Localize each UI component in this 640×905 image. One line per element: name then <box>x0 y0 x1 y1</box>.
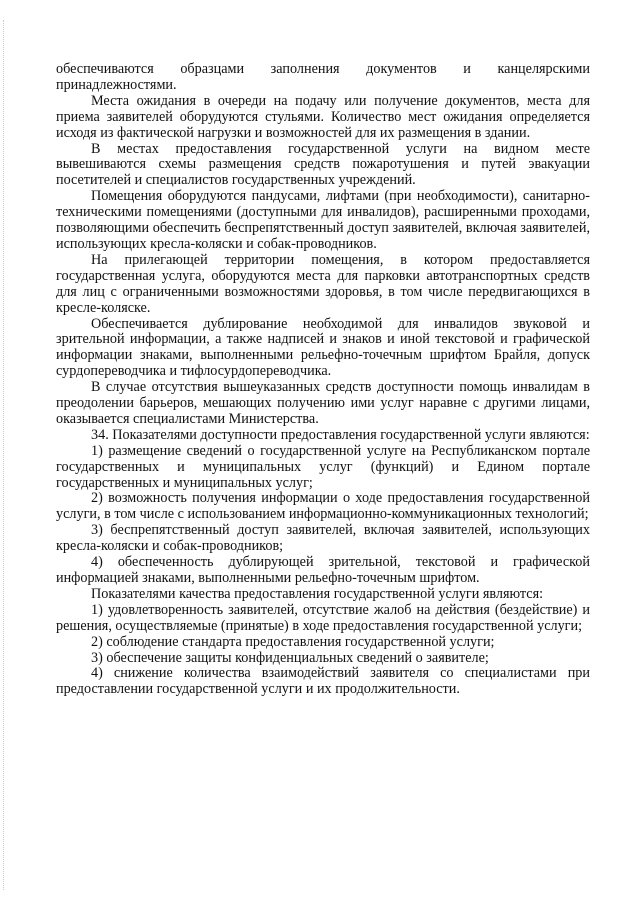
paragraph-assistance: В случае отсутствия вышеуказанных средств доступности помощь инвалидам в преодолении барьеров, мешающих получению ими услуг наравне с другими лицами, оказывается специалистами Министерства. <box>56 379 590 427</box>
paragraph-parking: На прилегающей территории помещения, в котором предоставляется государственная услуга, оборудуются места для парковки автотранспортных средств для лиц с ограниченными возможностями здоровья, в том числе передвигающихся в кресле-коляске. <box>56 251 590 316</box>
paragraph-quality-heading: Показателями качества предоставления государственной услуги являются: <box>91 585 544 602</box>
list-item-quality-1: 1) удовлетворенность заявителей, отсутствие жалоб на действия (бездействие) и решения, осуществляемые (принятые) в ходе предоставления государственной услуги; <box>56 601 590 634</box>
list-item-accessibility-1: 1) размещение сведений о государственной услуге на Республиканском портале государственных и муниципальных услуг (функций) и Едином портале государственных и муниципальных услуг; <box>56 442 590 491</box>
list-item-accessibility-3: 3) беспрепятственный доступ заявителей, включая заявителей, использующих кресла-коляски и собак-проводников; <box>56 522 590 555</box>
paragraph-braille: Обеспечивается дублирование необходимой для инвалидов звуковой и зрительной информации, а также надписей и знаков и иной текстовой и графической информации знаками, выполненными рельефно-точечным шрифтом Брайля, допуск сурдопереводчика и тифлосурдопереводчика. <box>56 315 590 380</box>
list-item-accessibility-2: 2) возможность получения информации о ходе предоставления государственной услуги, в том числе с использованием информационно-коммуникационных технологий; <box>56 490 590 523</box>
paragraph-waiting-places: Места ожидания в очереди на подачу или получение документов, места для приема заявителей оборудуются стульями. Количество мест ожидания определяется исходя из фактической нагрузки и возможностей для их размещения в здании. <box>56 92 590 141</box>
paragraph-continuation: обеспечиваются образцами заполнения документов и канцелярскими принадлежностями. <box>56 61 590 93</box>
list-item-accessibility-4: 4) обеспеченность дублирующей зрительной, текстовой и графической информацией знаками, выполненными рельефно-точечным шрифтом. <box>56 554 590 586</box>
paragraph-premises-equipment: Помещения оборудуются пандусами, лифтами (при необходимости), санитарно-техническими помещениями (доступными для инвалидов), расширенными проходами, позволяющими обеспечить беспрепятственный доступ заявителей, включая заявителей, использующих кресла-коляски и собак-проводников. <box>56 188 590 252</box>
paragraph-accessibility-heading: 34. Показателями доступности предоставления государственной услуги являются: <box>91 426 590 443</box>
document-page <box>56 62 590 698</box>
paragraph-fire-safety: В местах предоставления государственной услуги на видном месте вывешиваются схемы размещения средств пожаротушения и путей эвакуации посетителей и специалистов государственных учреждений. <box>56 140 590 189</box>
list-item-quality-2: 2) соблюдение стандарта предоставления государственной услуги; <box>91 633 495 650</box>
scan-margin-dots <box>3 20 6 890</box>
list-item-quality-4: 4) снижение количества взаимодействий заявителя со специалистами при предоставлении государственной услуги и их продолжительности. <box>56 665 590 698</box>
list-item-quality-3: 3) обеспечение защиты конфиденциальных сведений о заявителе; <box>91 649 489 666</box>
